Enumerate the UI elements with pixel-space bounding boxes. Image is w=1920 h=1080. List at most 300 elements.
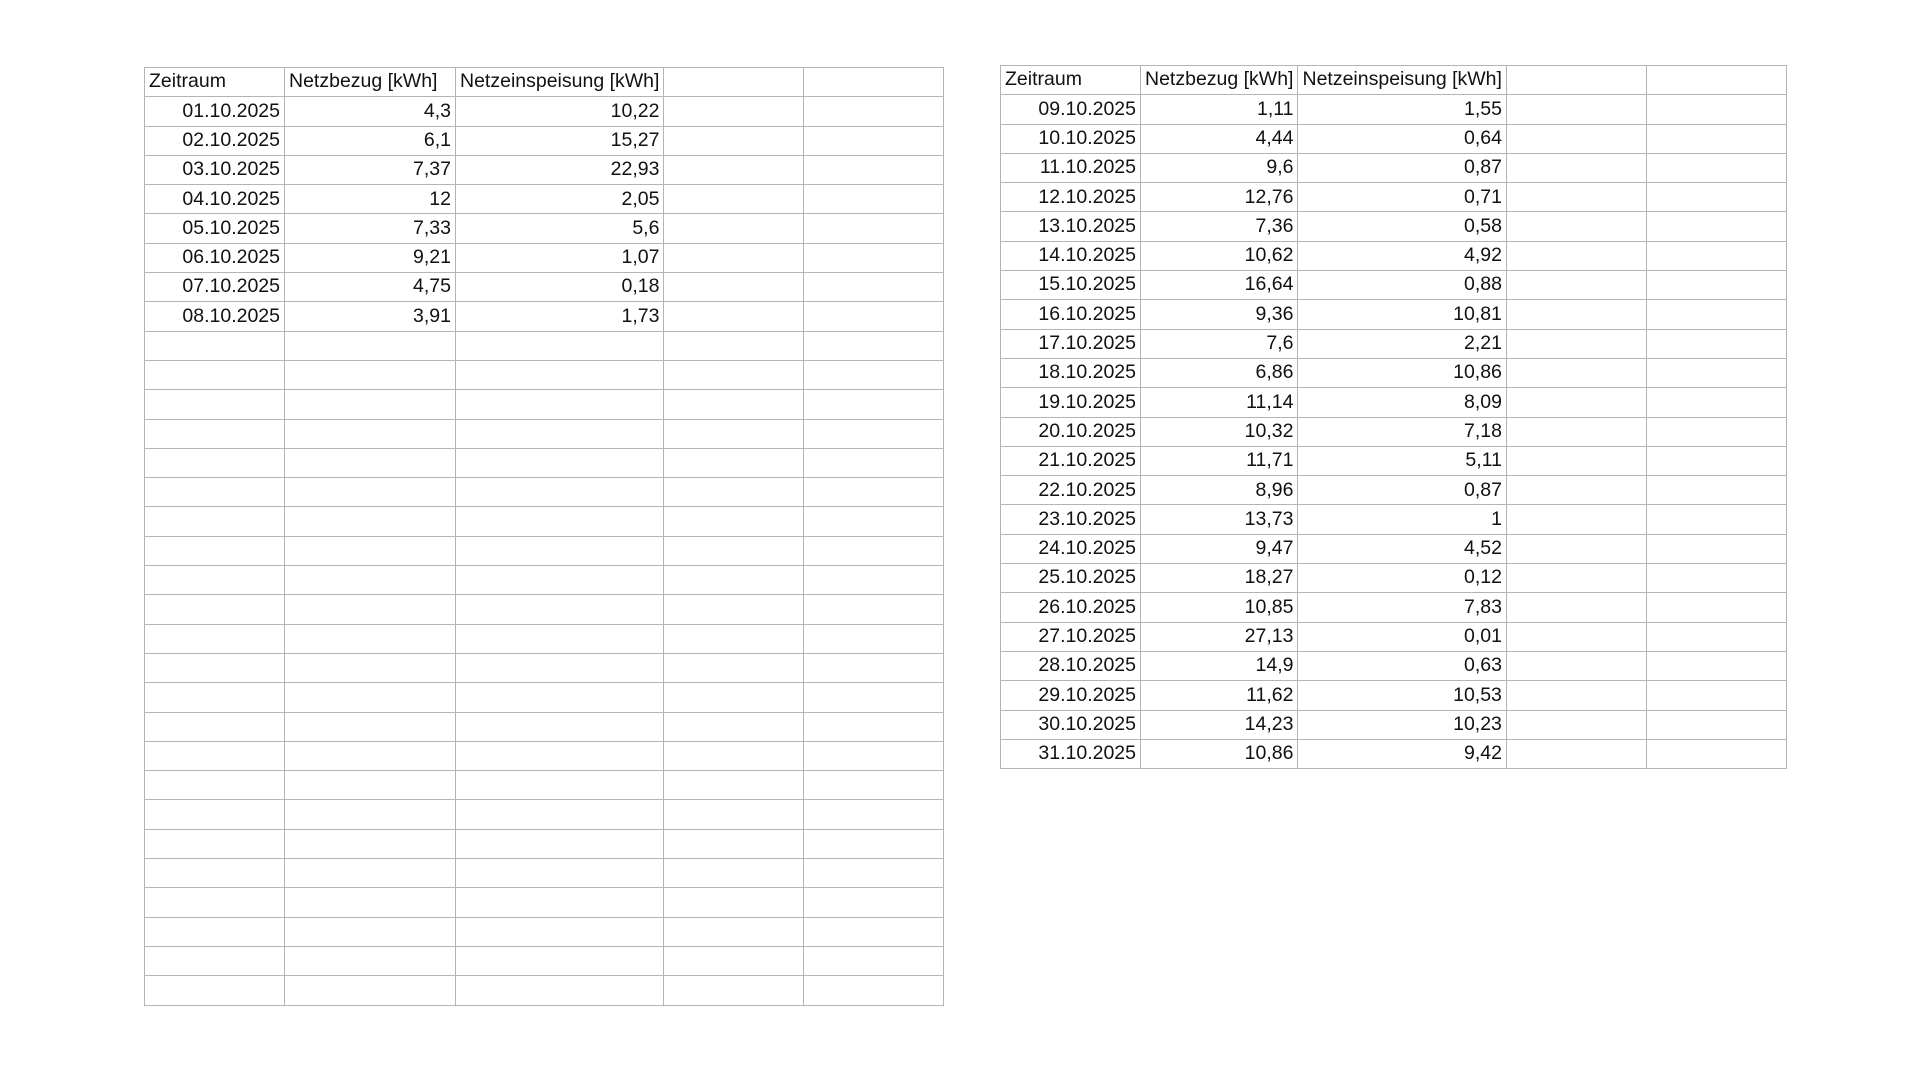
table-cell[interactable] [145,566,285,595]
table-cell[interactable] [285,478,456,507]
table-cell[interactable] [285,976,456,1005]
table-cell[interactable] [664,566,804,595]
table-cell[interactable] [664,97,804,126]
table-cell[interactable] [145,331,285,360]
table-cell[interactable]: 01.10.2025 [145,97,285,126]
table-cell[interactable] [456,917,664,946]
table-cell[interactable] [456,507,664,536]
table-cell[interactable] [1506,476,1646,505]
table-cell[interactable] [804,302,944,331]
table-cell[interactable] [1506,651,1646,680]
table-cell[interactable] [456,888,664,917]
header-cell[interactable] [1646,66,1786,95]
table-cell[interactable] [1646,681,1786,710]
table-cell[interactable] [804,859,944,888]
table-cell[interactable] [804,536,944,565]
table-cell[interactable] [804,126,944,155]
table-cell[interactable] [804,741,944,770]
table-cell[interactable] [456,566,664,595]
table-cell[interactable]: 13.10.2025 [1001,212,1141,241]
table-cell[interactable] [804,155,944,184]
table-cell[interactable] [664,507,804,536]
table-cell[interactable]: 12.10.2025 [1001,183,1141,212]
table-cell[interactable] [804,419,944,448]
table-row [1001,593,1787,622]
header-cell[interactable]: Netzbezug [kWh] [1141,66,1298,95]
table-cell[interactable] [1506,329,1646,358]
table-cell[interactable] [1646,622,1786,651]
table-cell[interactable]: 6,1 [285,126,456,155]
table-cell[interactable]: 24.10.2025 [1001,534,1141,563]
table-cell[interactable] [804,888,944,917]
table-cell[interactable] [804,566,944,595]
table-cell[interactable] [804,624,944,653]
table-cell[interactable] [145,800,285,829]
table-cell[interactable]: 7,36 [1141,212,1298,241]
table-cell[interactable]: 0,88 [1298,271,1506,300]
table-cell[interactable] [285,741,456,770]
table-cell[interactable] [145,624,285,653]
table-cell[interactable] [1646,124,1786,153]
table-cell[interactable]: 1,11 [1141,95,1298,124]
table-cell[interactable] [285,595,456,624]
table-cell[interactable] [145,536,285,565]
table-cell[interactable] [664,273,804,302]
table-cell[interactable]: 1,55 [1298,95,1506,124]
table-cell[interactable] [804,946,944,975]
table-cell[interactable] [1646,593,1786,622]
table-cell[interactable]: 3,91 [285,302,456,331]
table-cell[interactable] [1506,710,1646,739]
header-cell[interactable] [804,68,944,97]
table-cell[interactable] [1646,739,1786,768]
table-cell[interactable] [1506,124,1646,153]
table-cell[interactable]: 14,23 [1141,710,1298,739]
table-row [1001,241,1787,270]
table-cell[interactable] [456,859,664,888]
table-cell[interactable] [285,419,456,448]
table-cell[interactable] [456,448,664,477]
table-cell[interactable] [664,390,804,419]
table-cell[interactable] [664,683,804,712]
table-cell[interactable] [664,243,804,272]
table-cell[interactable] [285,829,456,858]
table-cell[interactable] [804,448,944,477]
table-cell[interactable] [285,712,456,741]
table-cell[interactable] [664,302,804,331]
table-cell[interactable] [145,946,285,975]
table-cell[interactable] [1646,476,1786,505]
table-cell[interactable] [285,683,456,712]
table-cell[interactable] [804,214,944,243]
table-cell[interactable] [804,390,944,419]
table-cell[interactable] [1646,651,1786,680]
table-cell[interactable] [1506,95,1646,124]
header-row [1001,66,1787,95]
table-cell[interactable] [456,741,664,770]
table-cell[interactable] [456,829,664,858]
table-cell[interactable]: 10,32 [1141,417,1298,446]
table-cell[interactable]: 9,36 [1141,300,1298,329]
table-cell[interactable]: 08.10.2025 [145,302,285,331]
table-cell[interactable] [456,478,664,507]
table-row [145,624,944,653]
table-cell[interactable] [664,917,804,946]
table-cell[interactable] [145,741,285,770]
table-cell[interactable] [285,800,456,829]
table-row [145,976,944,1005]
table-cell[interactable]: 1,73 [456,302,664,331]
table-cell[interactable]: 04.10.2025 [145,185,285,214]
table-cell[interactable] [1646,153,1786,182]
table-cell[interactable]: 12,76 [1141,183,1298,212]
table-cell[interactable]: 14,9 [1141,651,1298,680]
table-cell[interactable] [145,507,285,536]
table-cell[interactable] [145,448,285,477]
table-cell[interactable] [664,653,804,682]
table-cell[interactable]: 11,71 [1141,446,1298,475]
table-cell[interactable] [456,800,664,829]
table-cell[interactable] [456,419,664,448]
table-cell[interactable] [804,97,944,126]
table-cell[interactable] [804,273,944,302]
table-cell[interactable] [1506,417,1646,446]
table-cell[interactable] [664,741,804,770]
header-cell[interactable]: Zeitraum [145,68,285,97]
table-cell[interactable]: 0,71 [1298,183,1506,212]
table-cell[interactable] [145,976,285,1005]
table-cell[interactable] [664,624,804,653]
table-cell[interactable] [664,478,804,507]
table-cell[interactable] [804,712,944,741]
table-cell[interactable] [285,536,456,565]
table-cell[interactable] [664,155,804,184]
table-cell[interactable]: 11,62 [1141,681,1298,710]
table-cell[interactable] [1646,710,1786,739]
table-cell[interactable]: 14.10.2025 [1001,241,1141,270]
table-cell[interactable] [145,419,285,448]
table-cell[interactable]: 7,18 [1298,417,1506,446]
table-row [145,595,944,624]
table-cell[interactable] [1506,534,1646,563]
table-cell[interactable] [285,653,456,682]
table-row [145,185,944,214]
table-cell[interactable]: 0,64 [1298,124,1506,153]
table-cell[interactable] [285,771,456,800]
header-cell[interactable]: Netzeinspeisung [kWh] [456,68,664,97]
table-cell[interactable] [664,800,804,829]
table-cell[interactable] [1646,271,1786,300]
table-cell[interactable] [145,653,285,682]
table-cell[interactable]: 22,93 [456,155,664,184]
table-cell[interactable] [285,946,456,975]
table-cell[interactable] [804,595,944,624]
table-cell[interactable]: 11,14 [1141,388,1298,417]
table-cell[interactable] [285,566,456,595]
left-data-table [144,67,944,1006]
table-cell[interactable] [456,976,664,1005]
table-cell[interactable] [1506,505,1646,534]
table-cell[interactable] [804,331,944,360]
table-cell[interactable] [145,888,285,917]
table-row [145,302,944,331]
table-cell[interactable] [664,214,804,243]
table-cell[interactable] [804,683,944,712]
table-cell[interactable]: 10,86 [1141,739,1298,768]
table-cell[interactable] [1506,446,1646,475]
table-cell[interactable]: 03.10.2025 [145,155,285,184]
table-cell[interactable] [145,478,285,507]
table-cell[interactable] [456,536,664,565]
table-cell[interactable]: 8,96 [1141,476,1298,505]
table-cell[interactable]: 7,6 [1141,329,1298,358]
table-cell[interactable] [804,917,944,946]
table-cell[interactable]: 28.10.2025 [1001,651,1141,680]
table-cell[interactable] [145,360,285,389]
table-cell[interactable] [456,595,664,624]
table-cell[interactable] [145,829,285,858]
table-cell[interactable]: 9,42 [1298,739,1506,768]
left-table-body [145,68,944,1006]
table-row [145,448,944,477]
table-cell[interactable] [285,390,456,419]
table-cell[interactable]: 4,75 [285,273,456,302]
header-cell[interactable]: Zeitraum [1001,66,1141,95]
table-cell[interactable] [1506,300,1646,329]
table-cell[interactable] [145,712,285,741]
table-cell[interactable] [1506,622,1646,651]
table-cell[interactable]: 11.10.2025 [1001,153,1141,182]
table-cell[interactable] [1506,564,1646,593]
table-cell[interactable]: 20.10.2025 [1001,417,1141,446]
table-cell[interactable] [664,946,804,975]
table-cell[interactable]: 16,64 [1141,271,1298,300]
table-cell[interactable] [1506,212,1646,241]
table-cell[interactable] [1506,153,1646,182]
table-cell[interactable] [804,507,944,536]
table-cell[interactable] [145,771,285,800]
table-cell[interactable]: 02.10.2025 [145,126,285,155]
table-cell[interactable] [285,448,456,477]
table-cell[interactable] [804,829,944,858]
table-cell[interactable] [1506,739,1646,768]
table-cell[interactable] [1646,388,1786,417]
table-cell[interactable] [1506,593,1646,622]
table-cell[interactable] [664,185,804,214]
table-cell[interactable]: 9,47 [1141,534,1298,563]
table-cell[interactable]: 16.10.2025 [1001,300,1141,329]
table-cell[interactable] [804,653,944,682]
table-cell[interactable]: 10,81 [1298,300,1506,329]
table-row [145,741,944,770]
table-cell[interactable]: 25.10.2025 [1001,564,1141,593]
table-cell[interactable]: 0,87 [1298,476,1506,505]
table-cell[interactable]: 27.10.2025 [1001,622,1141,651]
header-row [145,68,944,97]
table-cell[interactable]: 31.10.2025 [1001,739,1141,768]
table-cell[interactable] [456,390,664,419]
table-cell[interactable] [1646,417,1786,446]
table-row [145,771,944,800]
table-cell[interactable]: 8,09 [1298,388,1506,417]
table-cell[interactable]: 1 [1298,505,1506,534]
table-cell[interactable]: 1,07 [456,243,664,272]
table-cell[interactable] [456,653,664,682]
table-row [145,126,944,155]
table-cell[interactable] [456,360,664,389]
table-cell[interactable]: 12 [285,185,456,214]
table-cell[interactable] [664,448,804,477]
table-cell[interactable]: 15,27 [456,126,664,155]
table-row [1001,300,1787,329]
table-cell[interactable]: 0,01 [1298,622,1506,651]
table-cell[interactable] [456,683,664,712]
table-cell[interactable] [1506,241,1646,270]
table-cell[interactable]: 23.10.2025 [1001,505,1141,534]
table-cell[interactable] [1506,681,1646,710]
table-cell[interactable] [456,331,664,360]
table-row [145,97,944,126]
table-cell[interactable]: 7,33 [285,214,456,243]
table-cell[interactable] [285,507,456,536]
table-cell[interactable] [804,976,944,1005]
table-cell[interactable] [285,624,456,653]
table-cell[interactable] [1646,358,1786,387]
table-cell[interactable] [1646,534,1786,563]
table-cell[interactable]: 9,6 [1141,153,1298,182]
table-cell[interactable]: 27,13 [1141,622,1298,651]
table-cell[interactable] [664,419,804,448]
table-cell[interactable] [664,888,804,917]
header-cell[interactable]: Netzbezug [kWh] [285,68,456,97]
table-cell[interactable]: 10,53 [1298,681,1506,710]
table-cell[interactable]: 4,3 [285,97,456,126]
table-row [145,360,944,389]
table-cell[interactable] [1646,241,1786,270]
table-cell[interactable] [804,771,944,800]
table-cell[interactable] [664,712,804,741]
right-table-body [1001,66,1787,769]
table-cell[interactable] [285,888,456,917]
table-cell[interactable]: 10,85 [1141,593,1298,622]
table-cell[interactable] [1646,212,1786,241]
table-cell[interactable]: 22.10.2025 [1001,476,1141,505]
table-cell[interactable]: 0,58 [1298,212,1506,241]
table-cell[interactable] [145,859,285,888]
table-cell[interactable] [1506,358,1646,387]
table-cell[interactable]: 2,05 [456,185,664,214]
header-cell[interactable] [1506,66,1646,95]
table-cell[interactable]: 7,83 [1298,593,1506,622]
table-cell[interactable]: 05.10.2025 [145,214,285,243]
table-cell[interactable]: 10.10.2025 [1001,124,1141,153]
table-cell[interactable]: 18.10.2025 [1001,358,1141,387]
table-cell[interactable] [664,595,804,624]
table-cell[interactable]: 10,62 [1141,241,1298,270]
table-cell[interactable] [285,859,456,888]
table-cell[interactable]: 10,86 [1298,358,1506,387]
table-cell[interactable] [1646,329,1786,358]
table-cell[interactable] [1506,183,1646,212]
table-cell[interactable] [456,624,664,653]
table-cell[interactable] [664,331,804,360]
table-cell[interactable]: 30.10.2025 [1001,710,1141,739]
table-cell[interactable] [285,917,456,946]
table-cell[interactable]: 5,11 [1298,446,1506,475]
table-cell[interactable]: 4,44 [1141,124,1298,153]
table-cell[interactable]: 6,86 [1141,358,1298,387]
table-cell[interactable] [285,360,456,389]
table-cell[interactable] [804,478,944,507]
table-cell[interactable] [456,712,664,741]
table-cell[interactable] [1646,564,1786,593]
table-cell[interactable]: 13,73 [1141,505,1298,534]
table-cell[interactable] [145,917,285,946]
table-cell[interactable] [664,859,804,888]
table-cell[interactable]: 15.10.2025 [1001,271,1141,300]
table-cell[interactable] [456,771,664,800]
table-cell[interactable]: 10,23 [1298,710,1506,739]
table-cell[interactable] [804,360,944,389]
table-cell[interactable]: 0,12 [1298,564,1506,593]
table-cell[interactable] [456,946,664,975]
header-cell[interactable] [664,68,804,97]
table-cell[interactable] [664,360,804,389]
table-cell[interactable]: 4,52 [1298,534,1506,563]
table-cell[interactable] [1646,300,1786,329]
table-cell[interactable] [1646,505,1786,534]
table-cell[interactable] [1506,388,1646,417]
table-cell[interactable] [145,683,285,712]
table-cell[interactable] [664,536,804,565]
table-cell[interactable]: 0,87 [1298,153,1506,182]
table-cell[interactable] [1646,183,1786,212]
table-cell[interactable]: 5,6 [456,214,664,243]
table-cell[interactable]: 17.10.2025 [1001,329,1141,358]
table-cell[interactable]: 19.10.2025 [1001,388,1141,417]
table-cell[interactable] [1646,446,1786,475]
header-cell[interactable]: Netzeinspeisung [kWh] [1298,66,1506,95]
table-cell[interactable] [664,126,804,155]
right-data-table [1000,65,1787,769]
table-cell[interactable]: 26.10.2025 [1001,593,1141,622]
table-cell[interactable] [145,390,285,419]
table-cell[interactable] [664,976,804,1005]
table-cell[interactable] [664,829,804,858]
table-cell[interactable] [804,243,944,272]
table-cell[interactable] [664,771,804,800]
table-cell[interactable] [285,331,456,360]
table-cell[interactable]: 0,18 [456,273,664,302]
table-cell[interactable]: 29.10.2025 [1001,681,1141,710]
table-cell[interactable] [145,595,285,624]
table-cell[interactable] [804,800,944,829]
table-cell[interactable]: 21.10.2025 [1001,446,1141,475]
table-cell[interactable]: 07.10.2025 [145,273,285,302]
table-cell[interactable]: 0,63 [1298,651,1506,680]
table-cell[interactable]: 18,27 [1141,564,1298,593]
table-cell[interactable] [804,185,944,214]
table-cell[interactable]: 9,21 [285,243,456,272]
table-cell[interactable] [1646,95,1786,124]
table-cell[interactable]: 7,37 [285,155,456,184]
table-cell[interactable] [1506,271,1646,300]
table-cell[interactable]: 06.10.2025 [145,243,285,272]
table-cell[interactable]: 4,92 [1298,241,1506,270]
table-cell[interactable]: 2,21 [1298,329,1506,358]
table-cell[interactable]: 10,22 [456,97,664,126]
table-cell[interactable]: 09.10.2025 [1001,95,1141,124]
